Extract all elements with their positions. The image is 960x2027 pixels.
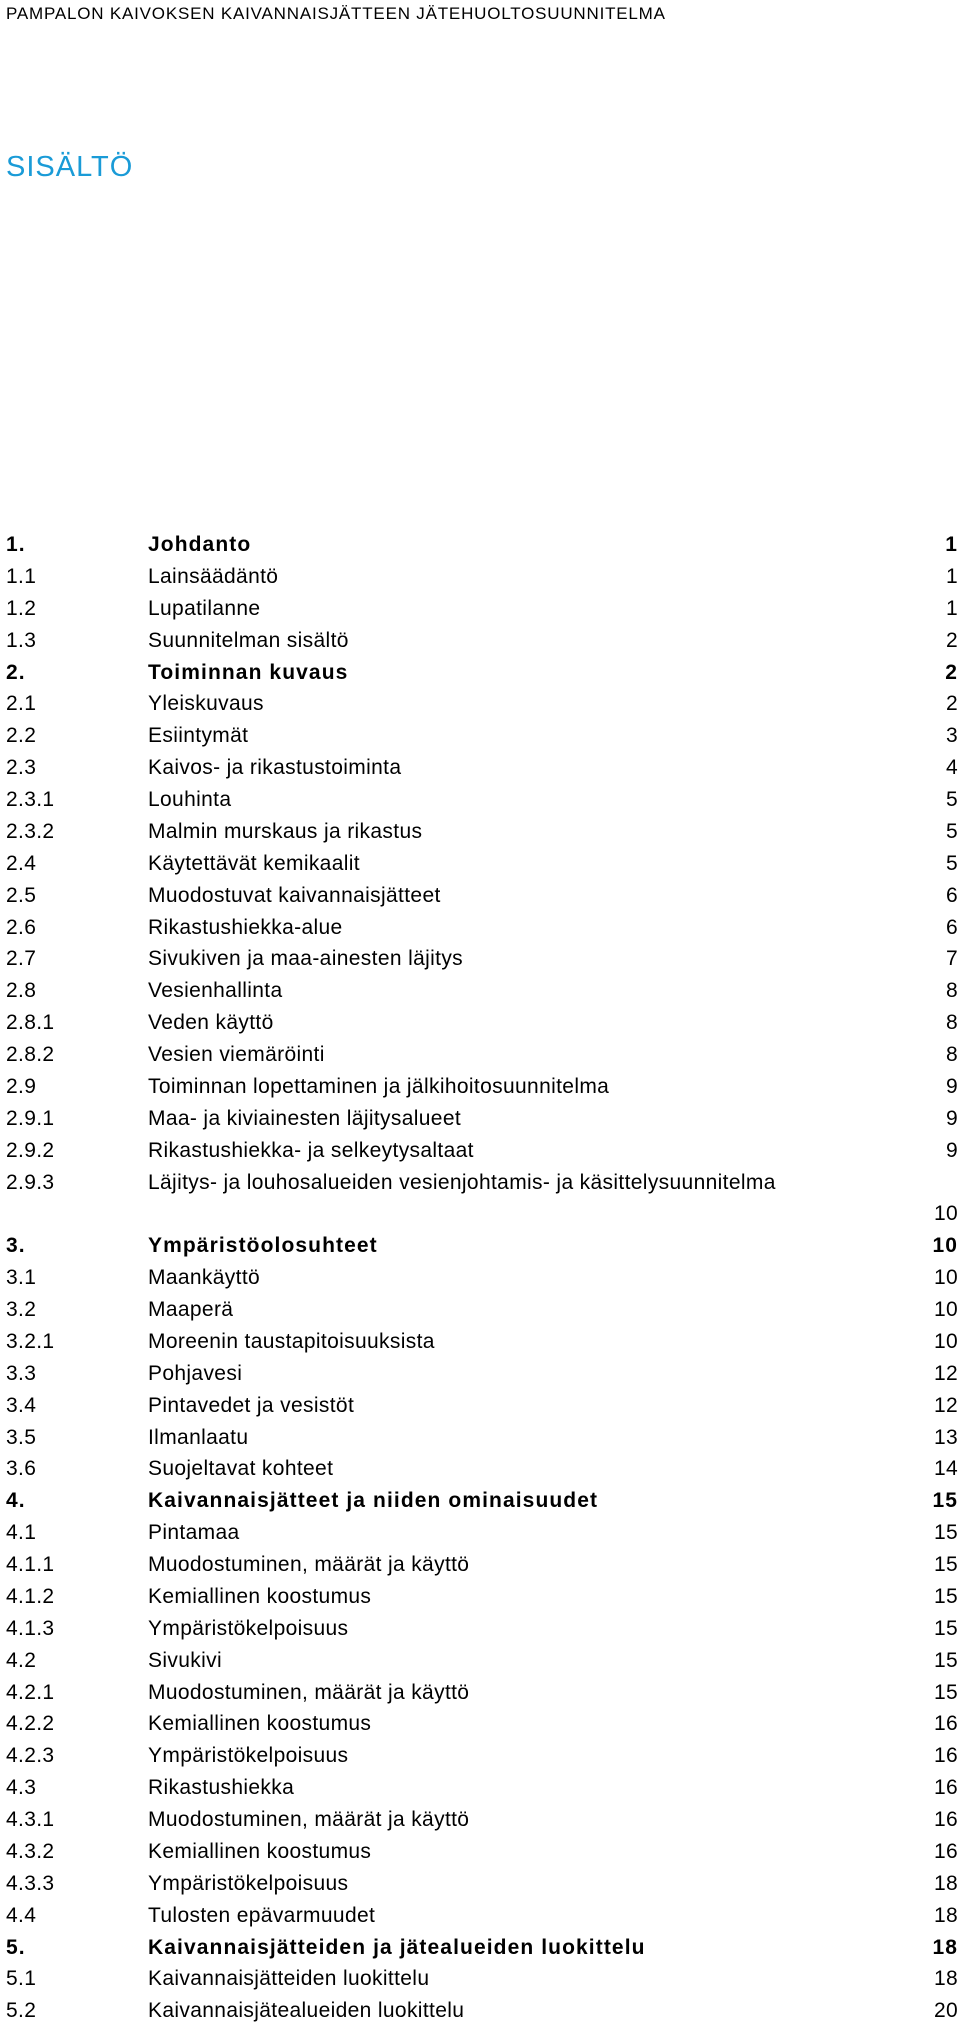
toc-entry-number: 3.1 bbox=[6, 1266, 37, 1290]
toc-entry-page-number: 9 bbox=[945, 1106, 958, 1130]
toc-entry-number: 2.2 bbox=[6, 724, 37, 748]
toc-entry-number: 2. bbox=[6, 660, 26, 684]
toc-entry-number: 3. bbox=[6, 1234, 26, 1258]
toc-entry-title: Vesien viemäröinti bbox=[148, 1043, 325, 1066]
toc-entry-title: Läjitys- ja louhosalueiden vesienjohtamis- ja käsittelysuunnitelma bbox=[148, 1170, 776, 1194]
toc-entry[interactable] bbox=[6, 1963, 958, 1995]
toc-entry[interactable] bbox=[6, 688, 958, 720]
toc-entry-page-number: 8 bbox=[945, 979, 958, 1003]
toc-entry-number: 5.2 bbox=[6, 1999, 37, 2023]
toc-entry-title: Ympäristökelpoisuus bbox=[148, 1744, 349, 1768]
toc-entry-number: 5. bbox=[6, 1935, 26, 1959]
toc-entry-title: Malmin murskaus ja rikastus bbox=[148, 819, 423, 843]
toc-entry-title: Pintamaa bbox=[148, 1521, 240, 1545]
toc-entry-number: 2.4 bbox=[6, 851, 37, 875]
toc-entry-number: 4.1 bbox=[6, 1521, 37, 1545]
toc-entry-number: 1.1 bbox=[6, 564, 37, 588]
toc-entry-page-number: 18 bbox=[933, 1967, 958, 1991]
toc-entry-page-number: 10 bbox=[933, 1266, 958, 1290]
toc-entry-page-number: 5 bbox=[945, 788, 958, 811]
toc-entry-number: 3.2.1 bbox=[6, 1329, 55, 1353]
toc-entry-number: 2.3 bbox=[6, 756, 37, 780]
toc-entry[interactable] bbox=[6, 1708, 958, 1740]
toc-entry[interactable] bbox=[6, 880, 958, 912]
toc-entry-page-number: 8 bbox=[945, 1011, 958, 1035]
toc-entry[interactable] bbox=[6, 1007, 958, 1039]
toc-entry-number: 4.3.1 bbox=[6, 1808, 55, 1831]
toc-entry-number: 1.2 bbox=[6, 596, 37, 620]
toc-entry[interactable] bbox=[6, 1645, 958, 1677]
toc-entry-title: Pohjavesi bbox=[148, 1361, 243, 1385]
toc-entry-page-number: 16 bbox=[933, 1839, 958, 1863]
toc-entry-page-number: 8 bbox=[945, 1043, 958, 1066]
toc-entry[interactable] bbox=[6, 1804, 958, 1836]
toc-entry[interactable] bbox=[6, 1932, 958, 1964]
toc-entry[interactable] bbox=[6, 1677, 958, 1709]
toc-entry-number: 4.4 bbox=[6, 1903, 37, 1927]
toc-entry-number: 2.3.1 bbox=[6, 788, 55, 811]
toc-entry-page-number: 18 bbox=[933, 1871, 958, 1895]
toc-entry-page-number: 15 bbox=[933, 1680, 958, 1704]
toc-entry-title: Toiminnan kuvaus bbox=[148, 660, 349, 684]
toc-entry[interactable] bbox=[6, 720, 958, 752]
toc-entry-title: Rikastushiekka bbox=[148, 1776, 295, 1800]
toc-entry[interactable] bbox=[6, 529, 958, 561]
toc-entry-page-number: 1 bbox=[945, 564, 958, 588]
toc-entry-title: Kemiallinen koostumus bbox=[148, 1839, 372, 1863]
toc-entry-title: Pintavedet ja vesistöt bbox=[148, 1393, 355, 1417]
toc-entry-title: Yleiskuvaus bbox=[148, 692, 264, 716]
toc-entry-number: 3.6 bbox=[6, 1457, 37, 1481]
toc-entry-title: Lainsäädäntö bbox=[148, 564, 279, 588]
toc-entry-number: 2.5 bbox=[6, 883, 37, 907]
toc-entry-page-number: 15 bbox=[933, 1553, 958, 1576]
toc-entry-number: 2.9.1 bbox=[6, 1106, 55, 1130]
toc-entry-title: Muodostuvat kaivannaisjätteet bbox=[148, 883, 441, 907]
toc-entry-number: 3.4 bbox=[6, 1393, 37, 1417]
toc-entry-page-number: 7 bbox=[945, 947, 958, 971]
document-header: PAMPALON KAIVOKSEN KAIVANNAISJÄTTEEN JÄTEHUOLTOSUUNNITELMA bbox=[6, 4, 666, 23]
toc-entry-page-number: 2 bbox=[945, 628, 958, 652]
toc-entry-title: Sivukivi bbox=[148, 1648, 222, 1672]
table-of-contents bbox=[6, 529, 958, 2027]
toc-entry-title: Kaivannaisjätealueiden luokittelu bbox=[148, 1999, 465, 2023]
toc-entry-page-number: 1 bbox=[945, 596, 958, 620]
toc-entry[interactable] bbox=[6, 1422, 958, 1454]
toc-entry[interactable] bbox=[6, 752, 958, 784]
toc-entry-page-number: 2 bbox=[945, 660, 958, 684]
toc-entry-number: 2.9.3 bbox=[6, 1170, 55, 1194]
toc-entry-page-number: 13 bbox=[933, 1425, 958, 1449]
toc-entry-title: Toiminnan lopettaminen ja jälkihoitosuunnitelma bbox=[148, 1074, 610, 1098]
toc-entry-page-number: 18 bbox=[933, 1903, 958, 1927]
toc-entry[interactable] bbox=[6, 1453, 958, 1485]
toc-entry-number: 4.3.3 bbox=[6, 1871, 55, 1895]
toc-entry-page-number: 12 bbox=[933, 1361, 958, 1385]
toc-entry-page-number: 16 bbox=[933, 1776, 958, 1800]
toc-entry-number: 4. bbox=[6, 1489, 26, 1513]
toc-entry-number: 2.3.2 bbox=[6, 819, 55, 843]
toc-entry[interactable] bbox=[6, 1262, 958, 1294]
toc-entry-number: 3.2 bbox=[6, 1298, 37, 1321]
toc-entry-page-number: 3 bbox=[945, 724, 958, 748]
toc-entry-title: Kaivannaisjätteet ja niiden ominaisuudet bbox=[148, 1489, 599, 1513]
toc-entry-number: 1. bbox=[6, 533, 26, 556]
toc-entry-page-number: 15 bbox=[933, 1521, 958, 1545]
toc-entry-page-number: 10 bbox=[933, 1202, 958, 1226]
toc-entry-number: 4.2.3 bbox=[6, 1744, 55, 1768]
toc-entry-title: Ilmanlaatu bbox=[148, 1425, 249, 1449]
toc-entry-number: 4.1.2 bbox=[6, 1584, 55, 1608]
toc-entry-number: 5.1 bbox=[6, 1967, 37, 1991]
toc-entry-page-number: 6 bbox=[945, 883, 958, 907]
toc-entry[interactable] bbox=[6, 1167, 958, 1231]
toc-entry-page-number: 5 bbox=[945, 851, 958, 875]
toc-entry[interactable] bbox=[6, 1517, 958, 1549]
toc-entry-number: 2.9.2 bbox=[6, 1138, 55, 1162]
toc-entry-page-number: 6 bbox=[945, 915, 958, 939]
toc-entry[interactable] bbox=[6, 625, 958, 657]
toc-entry-number: 4.2.1 bbox=[6, 1680, 55, 1704]
toc-entry-number: 2.6 bbox=[6, 915, 37, 939]
toc-entry-title: Suunnitelman sisältö bbox=[148, 628, 349, 652]
toc-entry-number: 1.3 bbox=[6, 628, 37, 652]
toc-entry[interactable] bbox=[6, 1995, 958, 2027]
toc-entry[interactable] bbox=[6, 657, 958, 689]
toc-entry[interactable] bbox=[6, 1358, 958, 1390]
toc-entry-number: 2.8 bbox=[6, 979, 37, 1003]
toc-entry[interactable] bbox=[6, 848, 958, 880]
toc-entry-title: Kemiallinen koostumus bbox=[148, 1584, 372, 1608]
toc-entry-number: 4.2 bbox=[6, 1648, 37, 1672]
toc-entry-title: Rikastushiekka-alue bbox=[148, 915, 343, 939]
toc-entry-title: Käytettävät kemikaalit bbox=[148, 851, 360, 875]
toc-entry[interactable] bbox=[6, 1230, 958, 1262]
toc-entry-number: 3.3 bbox=[6, 1361, 37, 1385]
toc-entry[interactable] bbox=[6, 943, 958, 975]
toc-entry-page-number: 10 bbox=[933, 1298, 958, 1321]
toc-entry-number: 2.8.1 bbox=[6, 1011, 55, 1035]
toc-entry-title: Ympäristöolosuhteet bbox=[148, 1234, 378, 1258]
toc-entry[interactable] bbox=[6, 561, 958, 593]
toc-entry-title: Kaivannaisjätteiden ja jätealueiden luokittelu bbox=[148, 1935, 646, 1959]
toc-entry-title: Suojeltavat kohteet bbox=[148, 1457, 334, 1481]
toc-entry[interactable] bbox=[6, 912, 958, 944]
toc-entry-title: Muodostuminen, määrät ja käyttö bbox=[148, 1808, 470, 1831]
toc-entry[interactable] bbox=[6, 1326, 958, 1358]
toc-entry-title: Moreenin taustapitoisuuksista bbox=[148, 1329, 435, 1353]
toc-entry-title: Louhinta bbox=[148, 788, 232, 811]
toc-entry-title: Kaivos- ja rikastustoiminta bbox=[148, 756, 402, 780]
toc-entry-page-number: 16 bbox=[933, 1744, 958, 1768]
toc-entry-number: 2.9 bbox=[6, 1074, 37, 1098]
toc-entry[interactable] bbox=[6, 1613, 958, 1645]
toc-entry-page-number: 14 bbox=[933, 1457, 958, 1481]
toc-entry-page-number: 15 bbox=[932, 1489, 958, 1513]
toc-entry-number: 4.3.2 bbox=[6, 1839, 55, 1863]
toc-entry-page-number: 15 bbox=[933, 1584, 958, 1608]
toc-entry-title: Ympäristökelpoisuus bbox=[148, 1871, 349, 1895]
toc-entry[interactable] bbox=[6, 1836, 958, 1868]
toc-entry-number: 4.1.3 bbox=[6, 1616, 55, 1640]
toc-entry-page-number: 15 bbox=[933, 1648, 958, 1672]
toc-entry-title: Maa- ja kiviainesten läjitysalueet bbox=[148, 1106, 462, 1130]
toc-entry-page-number: 12 bbox=[933, 1393, 958, 1417]
toc-entry[interactable] bbox=[6, 1135, 958, 1167]
toc-entry[interactable] bbox=[6, 1868, 958, 1900]
toc-entry[interactable] bbox=[6, 1103, 958, 1135]
toc-entry-title: Vesienhallinta bbox=[148, 979, 283, 1003]
toc-entry[interactable] bbox=[6, 1900, 958, 1932]
toc-entry-title: Maankäyttö bbox=[148, 1266, 261, 1290]
toc-entry-page-number: 18 bbox=[932, 1935, 958, 1959]
toc-entry[interactable] bbox=[6, 1772, 958, 1804]
toc-entry-number: 2.7 bbox=[6, 947, 37, 971]
toc-entry[interactable] bbox=[6, 593, 958, 625]
toc-entry-title: Sivukiven ja maa-ainesten läjitys bbox=[148, 947, 464, 971]
page-title: SISÄLTÖ bbox=[6, 151, 134, 183]
toc-entry-number: 3.5 bbox=[6, 1425, 37, 1449]
toc-entry-title: Kemiallinen koostumus bbox=[148, 1712, 372, 1736]
toc-entry[interactable] bbox=[6, 975, 958, 1007]
toc-entry-page-number: 4 bbox=[945, 756, 958, 780]
toc-entry-page-number: 16 bbox=[933, 1808, 958, 1831]
toc-entry-title: Lupatilanne bbox=[148, 596, 261, 620]
toc-entry-page-number: 10 bbox=[933, 1329, 958, 1353]
toc-entry[interactable] bbox=[6, 816, 958, 848]
toc-entry-number: 2.1 bbox=[6, 692, 37, 716]
toc-entry-number: 4.2.2 bbox=[6, 1712, 55, 1736]
toc-entry-title: Muodostuminen, määrät ja käyttö bbox=[148, 1680, 470, 1704]
toc-entry-title: Tulosten epävarmuudet bbox=[148, 1903, 376, 1927]
toc-entry-title: Maaperä bbox=[148, 1298, 234, 1321]
toc-entry-page-number: 9 bbox=[945, 1074, 958, 1098]
toc-entry[interactable] bbox=[6, 784, 958, 816]
toc-entry-title: Esiintymät bbox=[148, 724, 249, 748]
toc-entry[interactable] bbox=[6, 1549, 958, 1581]
toc-entry-title: Ympäristökelpoisuus bbox=[148, 1616, 349, 1640]
toc-entry-page-number: 16 bbox=[933, 1712, 958, 1736]
toc-entry-page-number: 1 bbox=[945, 533, 958, 556]
toc-entry-page-number: 15 bbox=[933, 1616, 958, 1640]
toc-entry-title: Rikastushiekka- ja selkeytysaltaat bbox=[148, 1138, 474, 1162]
toc-entry-title: Kaivannaisjätteiden luokittelu bbox=[148, 1967, 430, 1991]
toc-entry-number: 2.8.2 bbox=[6, 1043, 55, 1066]
toc-entry[interactable] bbox=[6, 1294, 958, 1326]
toc-entry-number: 4.1.1 bbox=[6, 1553, 55, 1576]
toc-entry-page-number: 10 bbox=[932, 1234, 958, 1258]
toc-entry[interactable] bbox=[6, 1581, 958, 1613]
toc-entry-page-number: 2 bbox=[945, 692, 958, 716]
toc-entry[interactable] bbox=[6, 1390, 958, 1422]
toc-entry-page-number: 20 bbox=[933, 1999, 958, 2023]
toc-entry[interactable] bbox=[6, 1071, 958, 1103]
toc-entry-page-number: 9 bbox=[945, 1138, 958, 1162]
toc-entry-title: Veden käyttö bbox=[148, 1011, 274, 1035]
toc-entry[interactable] bbox=[6, 1740, 958, 1772]
toc-entry-title: Muodostuminen, määrät ja käyttö bbox=[148, 1553, 470, 1576]
toc-entry-title: Johdanto bbox=[148, 533, 252, 556]
toc-entry-number: 4.3 bbox=[6, 1776, 37, 1800]
toc-entry-page-number: 5 bbox=[945, 819, 958, 843]
toc-entry[interactable] bbox=[6, 1485, 958, 1517]
toc-entry[interactable] bbox=[6, 1039, 958, 1071]
